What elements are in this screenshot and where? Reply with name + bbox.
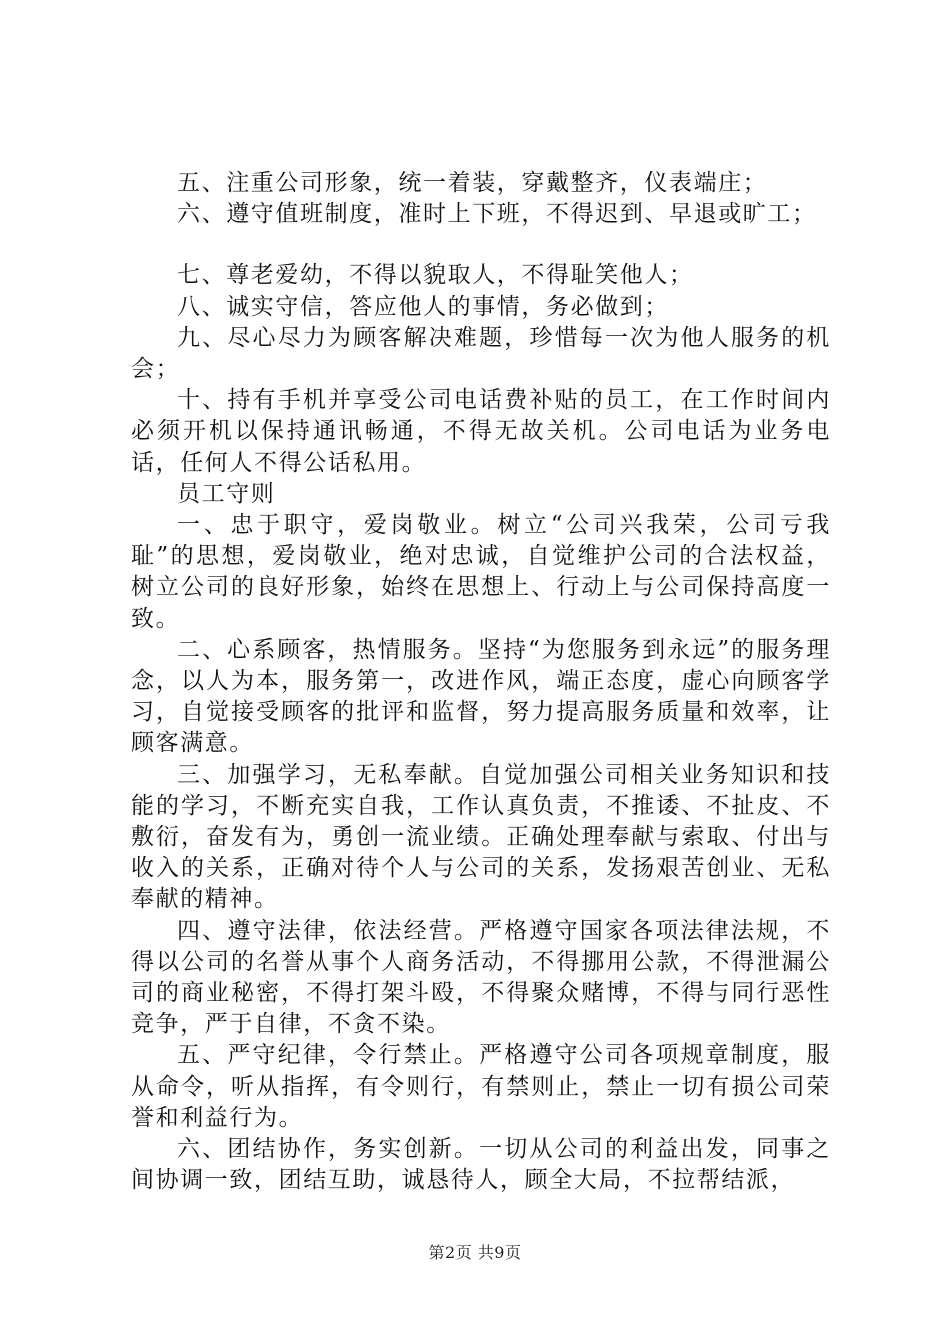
- paragraph-code-1-loyalty: 一、忠于职守，爱岗敬业。树立“公司兴我荣，公司亏我耻”的思想，爱岗敬业，绝对忠诚，自觉维护公司的合法权益，树立公司的良好形象，始终在思想上、行动上与公司保持高度一致。: [131, 512, 831, 632]
- paragraph-code-2-service: 二、心系顾客，热情服务。坚持“为您服务到永远”的服务理念，以人为本，服务第一，改进作风，端正态度，虚心向顾客学习，自觉接受顾客的批评和监督，努力提高服务质量和效率，让顾客满意。: [131, 636, 831, 757]
- paragraph-gap: [131, 230, 831, 260]
- paragraph-rule-5-company-image: 五、注重公司形象，统一着装，穿戴整齐，仪表端庄；: [177, 170, 768, 196]
- paragraph-rule-10-phone: 十、持有手机并享受公司电话费补贴的员工，在工作时间内必须开机以保持通讯畅通，不得无故关机。公司电话为业务电话，任何人不得公话私用。: [131, 387, 831, 476]
- paragraph-rule-7-respect: 七、尊老爱幼，不得以貌取人，不得耻笑他人；: [177, 262, 694, 289]
- paragraph-rule-9-customer-help: 九、尽心尽力为顾客解决难题，珍惜每一次为他人服务的机会；: [131, 324, 831, 383]
- paragraph-code-4-law: 四、遵守法律，依法经营。严格遵守国家各项法律法规，不得以公司的名誉从事个人商务活动，不得挪用公款，不得泄漏公司的商业秘密，不得打架斗殴，不得聚众赌博，不得与同行恶性竞争，严于自律，不贪不染。: [131, 917, 831, 1038]
- paragraph-rule-6-duty-schedule: 六、遵守值班制度，准时上下班，不得迟到、早退或旷工；: [177, 201, 817, 228]
- page-number-footer: 第2页 共9页: [428, 1243, 522, 1262]
- paragraph-rule-8-honesty: 八、诚实守信，答应他人的事情，务必做到；: [177, 293, 669, 320]
- document-page: [131, 168, 831, 1197]
- paragraph-code-6-teamwork: 六、团结协作，务实创新。一切从公司的利益出发，同事之间协调一致，团结互助，诚恳待人，顾全大局，不拉帮结派，: [131, 1136, 831, 1194]
- section-heading-employee-code: 员工守则: [177, 480, 276, 507]
- paragraph-code-3-learning: 三、加强学习，无私奉献。自觉加强公司相关业务知识和技能的学习，不断充实自我，工作认真负责，不推诿、不扯皮、不敷衍，奋发有为，勇创一流业绩。正确处理奉献与索取、付出与收入的关系，正确对待个人与公司的关系，发扬艰苦创业、无私奉献的精神。: [131, 761, 831, 913]
- paragraph-code-5-discipline: 五、严守纪律，令行禁止。严格遵守公司各项规章制度，服从命令，听从指挥，有令则行，有禁则止，禁止一切有损公司荣誉和利益行为。: [131, 1042, 831, 1131]
